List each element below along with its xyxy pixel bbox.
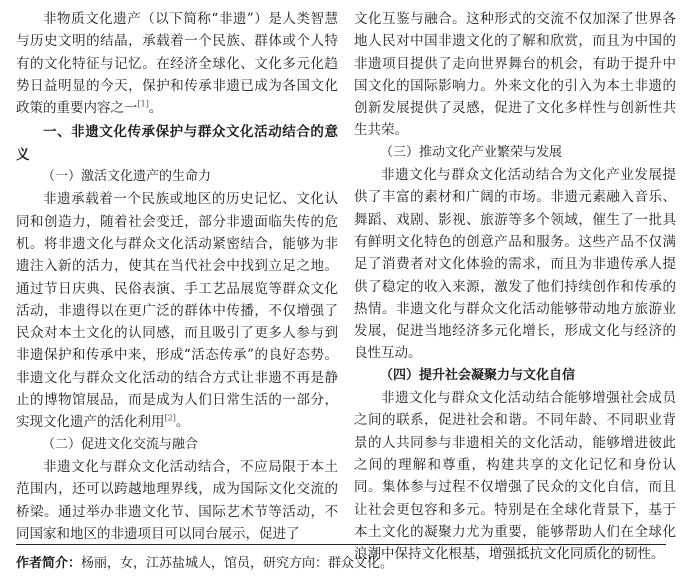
subsection-heading-2: （二）促进文化交流与融合 (42, 436, 199, 452)
author-note-label: 作者简介： (16, 556, 82, 571)
section-heading: 一、非遗文化传承保护与群众文化活动结合的意义 (16, 124, 338, 163)
subsection-2-continued: 文化互鉴与融合。这种形式的交流不仅加深了世界各地人民对中国非遗文化的了解和欣赏，而且为中国的非遗项目提供了走向世界舞台的机会，有助于提升中国文化的国际影响力。外来文化的引入为本土非遗的创新发展提供了灵感，促进了文化多样性与创新性共生共荣。 (354, 11, 676, 139)
author-note (16, 544, 666, 573)
intro-text: 非物质文化遗产（以下简称“非遗”）是人类智慧与历史文明的结晶，承载着一个民族、群体或个人特有的文化特征与记忆。在经济全球化、文化多元化趋势日益明显的今天，保护和传承非遗已成为各国文化政策的重要内容之一 (16, 11, 338, 117)
subsection-heading-4: （四）提升社会凝聚力与文化自信 (380, 367, 576, 383)
reference-mark: [1] (137, 99, 149, 109)
left-column (16, 8, 338, 545)
subsection-4-paragraph: 非遗文化与群众文化活动结合能够增强社会成员之间的联系，促进社会和谐。不同年龄、不同职业背景的人共同参与非遗相关的文化活动，能够增进彼此之间的理解和尊重，构建共享的文化记忆和身份认同。集体参与过程不仅增强了民众的文化自信，而且让社会更包容和多元。特别是在全球化背景下，基于本土文化的凝聚力尤为重要，能够帮助人们在全球化浪潮中保持文化根基，增强抵抗文化同质化的韧性。 (354, 390, 676, 563)
intro-paragraph (16, 8, 338, 119)
subsection-1-paragraph (16, 188, 338, 433)
reference-mark: [2] (164, 413, 176, 423)
intro-end: 。 (148, 100, 163, 117)
subsection-1-text: 非遗承载着一个民族或地区的历史记忆、文化认同和创造力，随着社会变迁，部分非遗面临失传的危机。将非遗文化与群众文化活动紧密结合，能够为非遗注入新的活力，使其在当代社会中找到立足之地。通过节日庆典、民俗表演、手工艺品展览等群众文化活动，非遗得以在更广泛的群体中传播，不仅增强了民众对本土文化的认同感，而且吸引了更多人参与到非遗保护和传承中来，形成“活态传承”的良好态势。非遗文化与群众文化活动的结合方式让非遗不再是静止的博物馆展品，而是成为人们日常生活的一部分，实现文化遗产的活化利用 (16, 191, 338, 431)
author-note-text: 杨丽，女，江苏盐城人，馆员，研究方向：群众文化。 (81, 556, 394, 571)
subsection-heading-3: （三）推动文化产业繁荣与发展 (380, 144, 563, 160)
subsection-1-end: 。 (175, 414, 190, 431)
subsection-heading-1: （一）激活文化遗产的生命力 (42, 169, 212, 185)
subsection-2-paragraph: 非遗文化与群众文化活动结合，不应局限于本土范围内，还可以跨越地理界线，成为国际文化交流的桥梁。通过举办非遗文化节、国际艺术节等活动，不同国家和地区的非遗项目可以同台展示，促进了 (16, 458, 338, 542)
right-column (354, 8, 676, 565)
subsection-3-paragraph: 非遗文化与群众文化活动结合为文化产业发展提供了丰富的素材和广阔的市场。非遗元素融入音乐、舞蹈、戏剧、影视、旅游等多个领域，催生了一批具有鲜明文化特色的创意产品和服务。这些产品不仅满足了消费者对文化体验的需求，而且为非遗传承人提供了稳定的收入来源，激发了他们持续创作和传承的热情。非遗文化与群众文化活动能够带动地方旅游业发展，促进当地经济多元化增长，形成文化与经济的良性互动。 (354, 167, 676, 362)
